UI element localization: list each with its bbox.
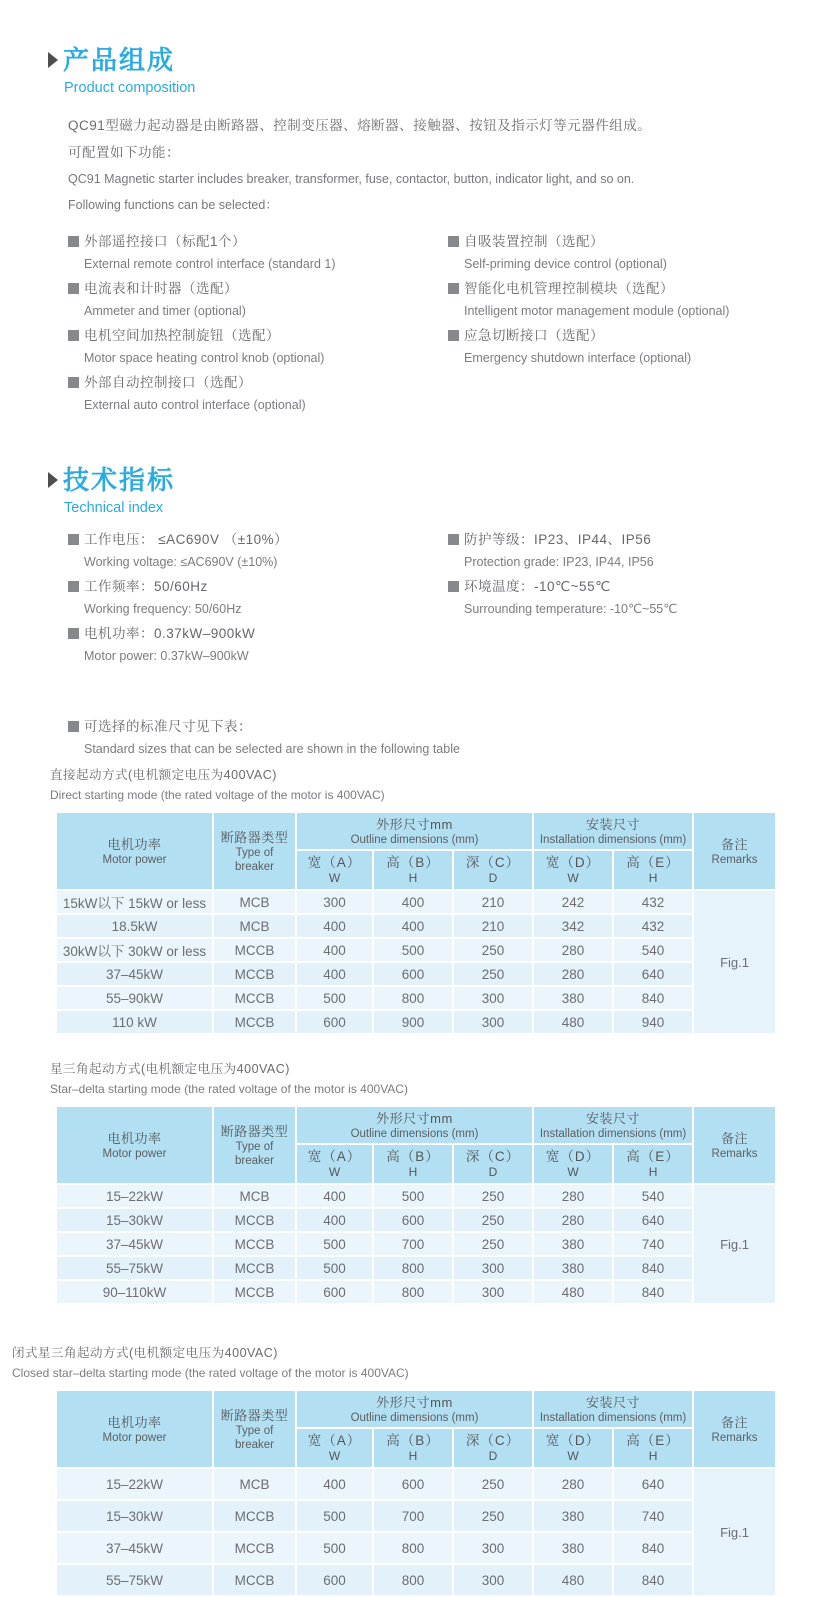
cell-dimension: 700: [373, 1232, 453, 1256]
cell-dimension: 600: [373, 1468, 453, 1500]
spec-item: [448, 528, 830, 574]
spec-item: [68, 622, 448, 668]
intro-line: Following functions can be selected：: [68, 198, 278, 212]
cell-dimension: 380: [533, 1500, 613, 1532]
square-bullet-icon: [448, 581, 459, 592]
cell-remark: Fig.1: [693, 1468, 776, 1596]
cell-dimension: 400: [296, 938, 373, 962]
spec-item-en: Working frequency: 50/60Hz: [84, 602, 242, 616]
cell-dimension: 400: [373, 890, 453, 914]
table-row: [56, 1564, 776, 1596]
header-installation-dimensions: 安装尺寸 Installation dimensions (mm): [533, 1106, 693, 1144]
intro-line: 可配置如下功能：: [68, 145, 180, 160]
header-installation-dimensions: 安装尺寸 Installation dimensions (mm): [533, 812, 693, 850]
header-remarks: 备注 Remarks: [693, 1390, 776, 1468]
cell-dimension: 940: [613, 1010, 693, 1034]
cell-dimension: 480: [533, 1010, 613, 1034]
cell-dimension: 380: [533, 1532, 613, 1564]
table-row: [56, 938, 776, 962]
sizes-note: [68, 715, 830, 761]
feature-item-en: Emergency shutdown interface (optional): [464, 351, 692, 365]
dimensions-table-direct: [55, 811, 777, 1035]
spec-item-en: Protection grade: IP23, IP44, IP56: [464, 555, 654, 569]
header-remarks: 备注 Remarks: [693, 1106, 776, 1184]
section-title-zh: 技术指标: [63, 465, 176, 495]
header-breaker-type: 断路器类型 Type of breaker: [213, 812, 296, 890]
feature-item-zh: 外部自动控制接口（选配）: [68, 371, 448, 394]
cell-dimension: 400: [296, 1468, 373, 1500]
header-width-d: 宽（D） W: [533, 850, 613, 890]
table-row: [56, 1232, 776, 1256]
cell-dimension: 800: [373, 1564, 453, 1596]
table-row: [56, 986, 776, 1010]
cell-dimension: 480: [533, 1280, 613, 1304]
cell-breaker-type: MCCB: [213, 938, 296, 962]
caption-en: Star–delta starting mode (the rated voltage of the motor is 400VAC): [50, 1082, 408, 1096]
cell-dimension: 600: [296, 1010, 373, 1034]
intro-line: QC91型磁力起动器是由断路器、控制变压器、熔断器、接触器、按钮及指示灯等元器件组成。: [68, 118, 652, 133]
feature-item: [68, 277, 448, 323]
cell-motor-power: 15–30kW: [56, 1208, 213, 1232]
cell-dimension: 210: [453, 890, 533, 914]
cell-dimension: 250: [453, 1468, 533, 1500]
cell-dimension: 300: [453, 986, 533, 1010]
header-motor-power: 电机功率 Motor power: [56, 1106, 213, 1184]
square-bullet-icon: [448, 330, 459, 341]
cell-dimension: 500: [373, 938, 453, 962]
cell-dimension: 500: [296, 1232, 373, 1256]
cell-dimension: 342: [533, 914, 613, 938]
table-row: [56, 1468, 776, 1500]
feature-item-zh: 电流表和计时器（选配）: [68, 277, 448, 300]
cell-dimension: 840: [613, 1532, 693, 1564]
cell-dimension: 640: [613, 1468, 693, 1500]
cell-dimension: 280: [533, 1208, 613, 1232]
cell-dimension: 380: [533, 1232, 613, 1256]
header-installation-dimensions: 安装尺寸 Installation dimensions (mm): [533, 1390, 693, 1428]
cell-breaker-type: MCB: [213, 1184, 296, 1208]
square-bullet-icon: [68, 534, 79, 545]
table-row: [56, 1208, 776, 1232]
table-row: [56, 1280, 776, 1304]
feature-columns: [68, 230, 830, 418]
caption-zh: 直接起动方式(电机额定电压为400VAC): [50, 768, 277, 782]
cell-breaker-type: MCCB: [213, 1280, 296, 1304]
table-row: [56, 1500, 776, 1532]
cell-dimension: 500: [296, 1500, 373, 1532]
header-width-a: 宽（A） W: [296, 1144, 373, 1184]
header-outline-dimensions: 外形尺寸mm Outline dimensions (mm): [296, 1390, 533, 1428]
cell-breaker-type: MCB: [213, 1468, 296, 1500]
cell-dimension: 250: [453, 1184, 533, 1208]
cell-dimension: 600: [373, 1208, 453, 1232]
cell-breaker-type: MCB: [213, 914, 296, 938]
cell-dimension: 280: [533, 1468, 613, 1500]
header-breaker-type: 断路器类型 Type of breaker: [213, 1390, 296, 1468]
feature-item-en: Ammeter and timer (optional): [84, 304, 246, 318]
cell-dimension: 400: [296, 914, 373, 938]
cell-dimension: 740: [613, 1232, 693, 1256]
cell-dimension: 540: [613, 938, 693, 962]
section-technical-index: [0, 460, 830, 669]
cell-dimension: 800: [373, 986, 453, 1010]
note-en: Standard sizes that can be selected are shown in the following table: [84, 742, 460, 756]
cell-dimension: 500: [296, 1256, 373, 1280]
spec-columns: [68, 528, 830, 669]
cell-dimension: 210: [453, 914, 533, 938]
cell-motor-power: 90–110kW: [56, 1280, 213, 1304]
cell-dimension: 250: [453, 1208, 533, 1232]
cell-motor-power: 15kW以下 15kW or less: [56, 890, 213, 914]
cell-motor-power: 15–22kW: [56, 1468, 213, 1500]
caption-en: Direct starting mode (the rated voltage of the motor is 400VAC): [50, 788, 385, 802]
feature-item-en: Intelligent motor management module (optional): [464, 304, 730, 318]
feature-list-right: [448, 230, 830, 418]
cell-breaker-type: MCCB: [213, 1564, 296, 1596]
cell-dimension: 250: [453, 938, 533, 962]
cell-dimension: 280: [533, 1184, 613, 1208]
spec-item-zh: 环境温度：-10℃~55℃: [448, 575, 830, 598]
feature-item-en: Motor space heating control knob (optional): [84, 351, 325, 365]
table-row: [56, 890, 776, 914]
cell-dimension: 640: [613, 962, 693, 986]
feature-item: [448, 324, 830, 370]
header-width-a: 宽（A） W: [296, 1428, 373, 1468]
feature-item-zh: 电机空间加热控制旋钮（选配）: [68, 324, 448, 347]
table-header: [56, 1106, 776, 1184]
header-breaker-type: 断路器类型 Type of breaker: [213, 1106, 296, 1184]
spec-item-en: Motor power: 0.37kW–900kW: [84, 649, 249, 663]
spec-list-left: [68, 528, 448, 669]
cell-breaker-type: MCCB: [213, 986, 296, 1010]
cell-breaker-type: MCCB: [213, 1232, 296, 1256]
cell-dimension: 500: [296, 986, 373, 1010]
cell-breaker-type: MCCB: [213, 1532, 296, 1564]
cell-remark: Fig.1: [693, 890, 776, 1034]
feature-item: [448, 277, 830, 323]
cell-breaker-type: MCCB: [213, 1500, 296, 1532]
cell-dimension: 600: [296, 1564, 373, 1596]
table-header: [56, 812, 776, 890]
square-bullet-icon: [68, 377, 79, 388]
header-width-a: 宽（A） W: [296, 850, 373, 890]
cell-dimension: 300: [453, 1564, 533, 1596]
cell-dimension: 400: [296, 962, 373, 986]
dimensions-table-closed-star-delta: [55, 1389, 777, 1597]
table-row: [56, 1010, 776, 1034]
table-row: [56, 1256, 776, 1280]
triangle-bullet-icon: [48, 52, 58, 68]
cell-dimension: 400: [296, 1208, 373, 1232]
cell-dimension: 242: [533, 890, 613, 914]
table-row: [56, 962, 776, 986]
cell-dimension: 900: [373, 1010, 453, 1034]
cell-dimension: 432: [613, 890, 693, 914]
square-bullet-icon: [68, 581, 79, 592]
cell-dimension: 300: [453, 1280, 533, 1304]
cell-breaker-type: MCCB: [213, 1010, 296, 1034]
cell-dimension: 250: [453, 1500, 533, 1532]
header-height-e: 高（E） H: [613, 850, 693, 890]
header-height-b: 高（B） H: [373, 850, 453, 890]
cell-dimension: 600: [296, 1280, 373, 1304]
cell-breaker-type: MCCB: [213, 962, 296, 986]
table-row: [56, 1532, 776, 1564]
section-heading: [48, 460, 830, 497]
header-width-d: 宽（D） W: [533, 1428, 613, 1468]
dimensions-table-star-delta: [55, 1105, 777, 1305]
spec-item: [68, 575, 448, 621]
cell-dimension: 380: [533, 986, 613, 1010]
spec-item-zh: 电机功率：0.37kW–900kW: [68, 622, 448, 645]
cell-motor-power: 110 kW: [56, 1010, 213, 1034]
table-header: [56, 1390, 776, 1468]
feature-item-en: External remote control interface (standard 1): [84, 257, 336, 271]
cell-motor-power: 30kW以下 30kW or less: [56, 938, 213, 962]
feature-item-zh: 应急切断接口（选配）: [448, 324, 830, 347]
table2-caption: [50, 1059, 830, 1099]
header-depth-c: 深（C） D: [453, 850, 533, 890]
header-outline-dimensions: 外形尺寸mm Outline dimensions (mm): [296, 812, 533, 850]
caption-zh: 星三角起动方式(电机额定电压为400VAC): [50, 1062, 290, 1076]
table1-caption: [50, 765, 830, 805]
triangle-bullet-icon: [48, 472, 58, 488]
cell-dimension: 800: [373, 1532, 453, 1564]
intro-line: QC91 Magnetic starter includes breaker, transformer, fuse, contactor, button, indicator light, and so on.: [68, 172, 635, 186]
header-width-d: 宽（D） W: [533, 1144, 613, 1184]
cell-dimension: 300: [296, 890, 373, 914]
header-motor-power: 电机功率 Motor power: [56, 1390, 213, 1468]
spec-item-zh: 工作电压： ≤AC690V （±10%）: [68, 528, 448, 551]
cell-dimension: 432: [613, 914, 693, 938]
section-product-composition: [0, 40, 830, 418]
spec-list-right: [448, 528, 830, 669]
header-height-e: 高（E） H: [613, 1144, 693, 1184]
square-bullet-icon: [448, 534, 459, 545]
feature-item-en: Self-priming device control (optional): [464, 257, 667, 271]
spec-item: [68, 528, 448, 574]
cell-dimension: 400: [296, 1184, 373, 1208]
cell-dimension: 700: [373, 1500, 453, 1532]
square-bullet-icon: [68, 236, 79, 247]
spec-item-zh: 防护等级：IP23、IP44、IP56: [448, 528, 830, 551]
header-depth-c: 深（C） D: [453, 1144, 533, 1184]
section-title-en: Product composition: [64, 80, 196, 96]
feature-item-zh: 智能化电机管理控制模块（选配）: [448, 277, 830, 300]
cell-motor-power: 37–45kW: [56, 1532, 213, 1564]
table-body: [56, 1468, 776, 1596]
cell-motor-power: 37–45kW: [56, 962, 213, 986]
feature-item: [68, 324, 448, 370]
cell-motor-power: 18.5kW: [56, 914, 213, 938]
header-motor-power: 电机功率 Motor power: [56, 812, 213, 890]
square-bullet-icon: [68, 721, 79, 732]
cell-dimension: 300: [453, 1532, 533, 1564]
cell-remark: Fig.1: [693, 1184, 776, 1304]
feature-list-left: [68, 230, 448, 418]
cell-motor-power: 55–75kW: [56, 1564, 213, 1596]
square-bullet-icon: [68, 330, 79, 341]
cell-dimension: 280: [533, 962, 613, 986]
cell-motor-power: 15–22kW: [56, 1184, 213, 1208]
cell-motor-power: 55–75kW: [56, 1256, 213, 1280]
spec-item-en: Surrounding temperature: -10℃~55℃: [464, 602, 678, 616]
square-bullet-icon: [68, 628, 79, 639]
cell-dimension: 840: [613, 986, 693, 1010]
table-body: [56, 890, 776, 1034]
caption-zh: 闭式星三角起动方式(电机额定电压为400VAC): [12, 1346, 278, 1360]
header-outline-dimensions: 外形尺寸mm Outline dimensions (mm): [296, 1106, 533, 1144]
cell-dimension: 840: [613, 1564, 693, 1596]
section-heading: [48, 40, 830, 77]
cell-dimension: 480: [533, 1564, 613, 1596]
spec-item: [448, 575, 830, 621]
table-row: [56, 1184, 776, 1208]
cell-breaker-type: MCCB: [213, 1208, 296, 1232]
feature-item-en: External auto control interface (optional): [84, 398, 306, 412]
note-zh: 可选择的标准尺寸见下表：: [68, 715, 830, 738]
cell-dimension: 250: [453, 962, 533, 986]
table-body: [56, 1184, 776, 1304]
cell-dimension: 500: [296, 1532, 373, 1564]
caption-en: Closed star–delta starting mode (the rated voltage of the motor is 400VAC): [12, 1366, 409, 1380]
cell-breaker-type: MCB: [213, 890, 296, 914]
cell-motor-power: 37–45kW: [56, 1232, 213, 1256]
cell-dimension: 500: [373, 1184, 453, 1208]
feature-item: [68, 230, 448, 276]
section-title-en: Technical index: [64, 500, 164, 516]
cell-dimension: 280: [533, 938, 613, 962]
cell-dimension: 800: [373, 1280, 453, 1304]
cell-dimension: 740: [613, 1500, 693, 1532]
cell-dimension: 640: [613, 1208, 693, 1232]
table3-caption: [12, 1343, 830, 1383]
square-bullet-icon: [448, 283, 459, 294]
spec-item-zh: 工作频率：50/60Hz: [68, 575, 448, 598]
cell-dimension: 800: [373, 1256, 453, 1280]
cell-breaker-type: MCCB: [213, 1256, 296, 1280]
header-height-b: 高（B） H: [373, 1144, 453, 1184]
cell-dimension: 540: [613, 1184, 693, 1208]
intro-paragraph: [68, 112, 830, 218]
cell-motor-power: 15–30kW: [56, 1500, 213, 1532]
spec-item-en: Working voltage: ≤AC690V (±10%): [84, 555, 278, 569]
feature-item-zh: 自吸装置控制（选配）: [448, 230, 830, 253]
cell-dimension: 400: [373, 914, 453, 938]
cell-dimension: 380: [533, 1256, 613, 1280]
header-height-b: 高（B） H: [373, 1428, 453, 1468]
cell-dimension: 840: [613, 1280, 693, 1304]
table-row: [56, 914, 776, 938]
cell-dimension: 600: [373, 962, 453, 986]
header-remarks: 备注 Remarks: [693, 812, 776, 890]
cell-motor-power: 55–90kW: [56, 986, 213, 1010]
header-depth-c: 深（C） D: [453, 1428, 533, 1468]
cell-dimension: 840: [613, 1256, 693, 1280]
feature-item: [448, 230, 830, 276]
cell-dimension: 250: [453, 1232, 533, 1256]
feature-item-zh: 外部遥控接口（标配1个）: [68, 230, 448, 253]
feature-item: [68, 371, 448, 417]
header-height-e: 高（E） H: [613, 1428, 693, 1468]
cell-dimension: 300: [453, 1010, 533, 1034]
square-bullet-icon: [448, 236, 459, 247]
cell-dimension: 300: [453, 1256, 533, 1280]
section-title-zh: 产品组成: [63, 45, 176, 75]
square-bullet-icon: [68, 283, 79, 294]
